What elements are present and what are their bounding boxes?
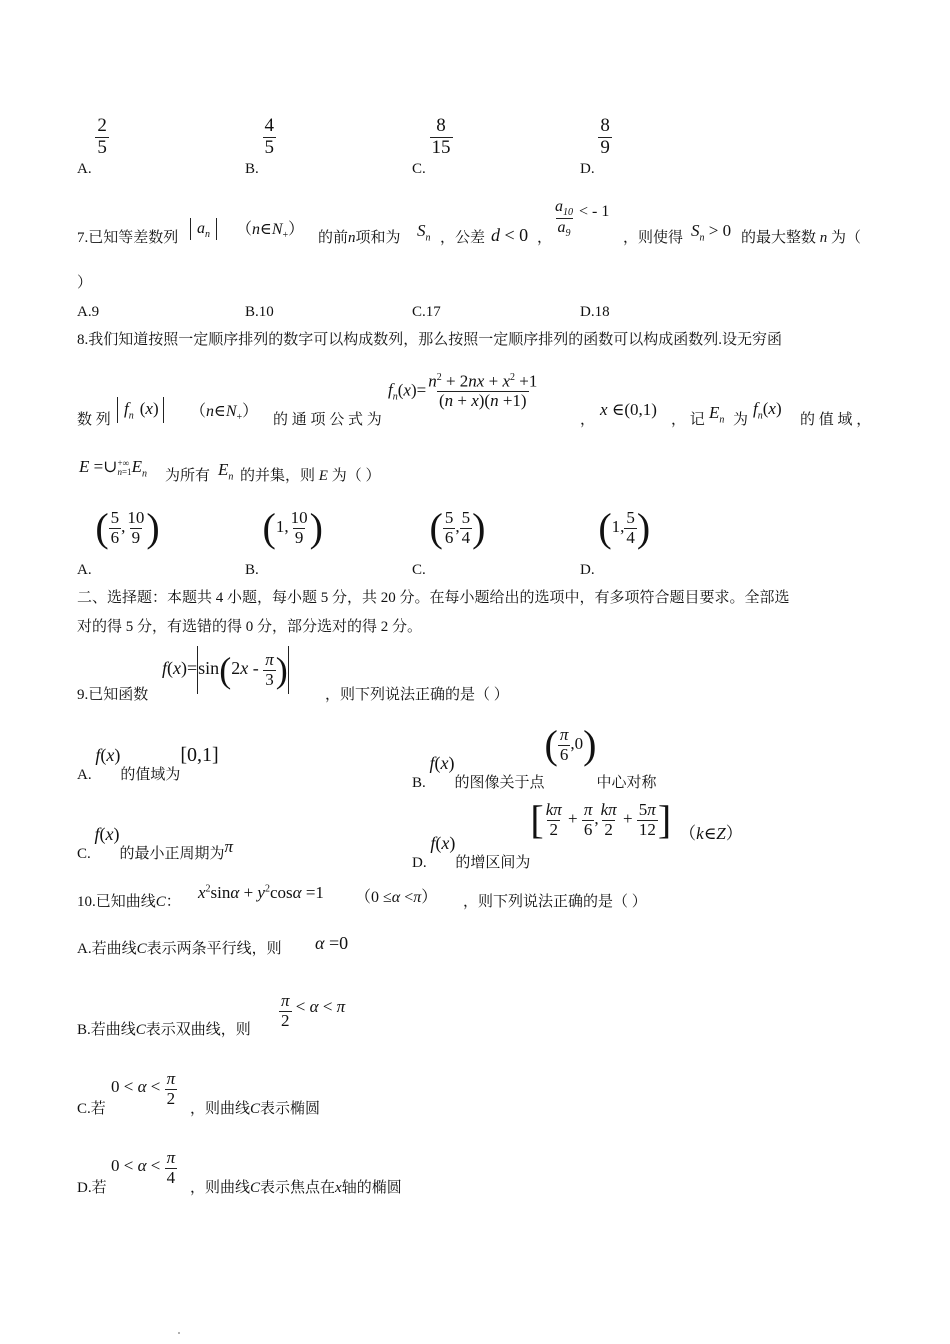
q8-option-c: C. ( $\frac{5}{6}$ , $\frac{5}{4}$ ) <box>412 505 486 578</box>
fraction: $\frac{4}{5}$ <box>264 115 275 158</box>
q10-option-b: B.若曲线C表示双曲线，则 <box>77 1022 251 1038</box>
q10-option-d-text: ，则曲线C表示焦点在x轴的椭圆 <box>190 1180 402 1196</box>
q10-math-b: $\frac{\pi}{2}$ < α < π <box>281 991 346 1030</box>
q7-option-b: B.10 <box>245 304 274 320</box>
q9-suffix: ，则下列说法正确的是（ ） <box>325 687 509 703</box>
q7-text-d: ，公差 <box>440 230 486 246</box>
q7-text-max: 的最大整数 n 为（ <box>741 230 862 246</box>
q8-text-3: ， <box>580 412 596 428</box>
option-letter: A. <box>77 160 92 177</box>
q8-math-En: $E_n$ <box>709 403 725 426</box>
q8-text-6: 的 值 域 ， <box>800 412 872 428</box>
q8-math-union: E =∪ +∞ n=1 $E_n$ <box>79 457 147 480</box>
q8-text-4: ， 记 <box>671 412 705 428</box>
q10-math-a: α =0 <box>315 933 349 953</box>
q8-math-formula: $f_n(x)=$ $\frac{n^2 + 2nx + x^2 +1}{(n + x)(n +1)}$ <box>388 371 538 411</box>
q8-line1: 8.我们知道按照一定顺序排列的数字可以构成数列，那么按照一定顺序排列的函数可以构成函数列.设无穷函 <box>77 332 783 348</box>
q8-text-5: 为 <box>733 412 749 428</box>
q8-text-8: 的并集，则 E 为（ ） <box>240 468 381 484</box>
q7-math-ratio: $\frac{a_{10}}{a_9}$ < - 1 <box>555 198 610 240</box>
q10-math-d: 0 < α < $\frac{\pi}{4}$ <box>111 1148 176 1187</box>
q8-math-nN: $(n\in N_+)$ <box>190 403 259 424</box>
q7-math-sn: $S_n$ <box>417 221 431 244</box>
q7-text: 的前n项和为 <box>318 230 401 246</box>
q7-text-then: ，则使得 <box>623 230 684 246</box>
option-letter: D. <box>580 160 595 177</box>
q9-math-function: f(x)=sin(2x - $\frac{\pi}{3}$ ) <box>162 646 289 694</box>
q9-option-b: B. f(x)的图像关于点( $\frac{\pi}{6}$ ,0)中心对称 <box>412 722 657 791</box>
q8-math-fn: $f_n$ (x) <box>117 397 164 423</box>
q8-text-7: 为所有 <box>165 468 211 484</box>
q10-option-d: D.若 <box>77 1180 107 1196</box>
q7-math-nN: $(n\in N_+)$ <box>236 221 305 242</box>
q7-stem: 7.已知等差数列 <box>77 230 179 246</box>
q7-option-a: A.9 <box>77 304 100 320</box>
q6-option-c <box>412 115 453 177</box>
option-letter: B. <box>245 160 259 177</box>
q7-option-d: D.18 <box>580 304 610 320</box>
q8-option-d: D. (1, $\frac{5}{4}$ ) <box>580 505 651 578</box>
q8-text-2: 的 通 项 公 式 为 <box>273 412 382 428</box>
q8-math-En2: $E_n$ <box>218 460 234 483</box>
q10-math-c: 0 < α < $\frac{\pi}{2}$ <box>111 1069 176 1108</box>
section2-line1: 二、选择题：本题共 4 小题，每小题 5 分，共 20 分。在每小题给出的选项中，有多项符合题目要求。全部选 <box>77 590 790 606</box>
q7-math-d: d < 0 <box>491 225 529 245</box>
q7-math-an: $a_n$ <box>190 218 217 240</box>
q9-option-c: C. f(x)的最小正周期为π <box>77 824 234 862</box>
q6-option-d <box>580 115 612 177</box>
q8-option-b: B. (1, $\frac{10}{9}$ ) <box>245 505 323 578</box>
q10-math-curve: $x^2\sin\alpha + y^2\cos\alpha =1$ <box>198 883 324 902</box>
q10-prefix: 10.已知曲线C： <box>77 894 181 910</box>
q10-option-c-text: ，则曲线C表示椭圆 <box>190 1101 321 1117</box>
q8-math-x: x ∈(0,1) <box>600 400 657 419</box>
q7-math-sn0: $S_n > 0$ <box>691 221 732 244</box>
q7-text-comma: ， <box>537 230 553 246</box>
q8-math-fnx: $f_n(x)$ <box>753 399 782 422</box>
fraction: $\frac{8}{9}$ <box>600 115 610 158</box>
q10-option-c: C.若 <box>77 1101 106 1117</box>
fraction: $\frac{8}{15}$ <box>431 115 451 158</box>
q10-math-range: （0 ≤α <π） <box>355 889 438 906</box>
q6-option-a <box>77 115 109 177</box>
q7-option-c: C.17 <box>412 304 441 320</box>
q10-option-a: A.若曲线C表示两条平行线，则 <box>77 941 282 957</box>
q9-prefix: 9.已知函数 <box>77 687 149 703</box>
option-letter: C. <box>412 160 426 177</box>
q7-close: ） <box>77 275 93 291</box>
fraction: $\frac{2}{5}$ <box>97 115 107 158</box>
q8-text-1: 数 列 <box>77 412 111 428</box>
q8-option-a: A. ( $\frac{5}{6}$ , $\frac{10}{9}$ ) <box>77 505 160 578</box>
q6-option-b <box>245 115 276 177</box>
q10-suffix: ，则下列说法正确的是（ ） <box>463 894 647 910</box>
page-mark <box>178 1332 180 1334</box>
q9-option-a: A. f(x)的值域为[0,1] <box>77 744 219 783</box>
section2-line2: 对的得 5 分，有选错的得 0 分，部分选对的得 2 分。 <box>77 619 423 635</box>
q9-option-d: D. f(x)的增区间为[ $\frac{k\pi}{2}$ + $\frac{\pi}{6}$ , $\frac{k\pi}{2}$ + $\frac{5\pi}{12}$ ] （k∈Z） <box>412 797 743 871</box>
